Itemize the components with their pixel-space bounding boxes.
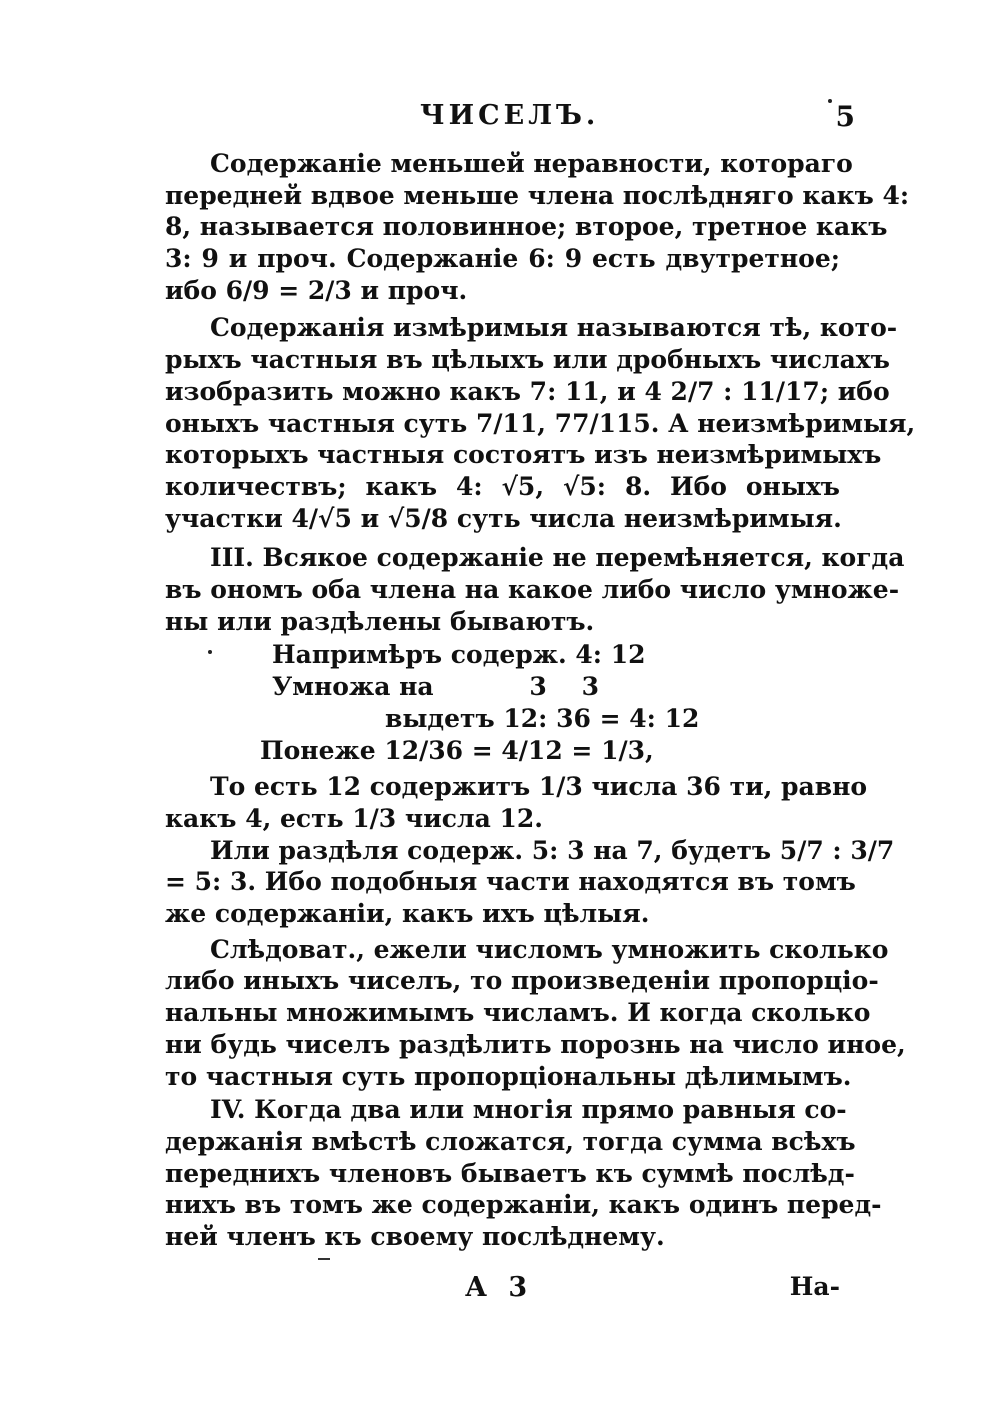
text-line: ибо 6/9 = 2/3 и проч. (165, 275, 468, 305)
page-body (165, 148, 916, 1253)
paragraph-ratio-definition (165, 148, 910, 306)
paragraph-section-iii (165, 542, 905, 637)
paragraph-division (165, 835, 895, 930)
ink-speck (208, 650, 212, 654)
page-number: 5 (835, 100, 855, 133)
ink-mark (318, 1258, 330, 1260)
text-line: нальны множимымъ числамъ. И когда сколько (165, 998, 871, 1028)
text-line: Или раздѣля содерж. 5: 3 на 7, будетъ 5/7 : 3/7 (210, 835, 895, 865)
paragraph-measurable-ratios (165, 312, 916, 534)
text-line: 3: 9 и проч. Содержаніе 6: 9 есть двутретное; (165, 244, 840, 274)
text-line: ни будь чиселъ раздѣлить порознь на число иное, (165, 1029, 906, 1059)
text-line: нихъ въ томъ же содержаніи, какъ одинъ перед- (165, 1190, 882, 1220)
text-line: Содержаніе меньшей неравности, котораго (210, 149, 853, 178)
text-line: передней вдвое меньше члена послѣдняго какъ 4: (165, 180, 910, 210)
text-line: IV. Когда два или многія прямо равныя со- (210, 1095, 847, 1125)
text-line: изобразить можно какъ 7: 11, и 4 2/7 : 11/17; ибо (165, 376, 890, 406)
text-line: же содержаніи, какъ ихъ цѣлыя. (165, 899, 650, 929)
text-line: Слѣдоват., ежели числомъ умножить сколько (210, 934, 889, 964)
text-line: какъ 4, есть 1/3 числа 12. (165, 804, 543, 833)
text-line: держанія вмѣстѣ сложатся, тогда сумма всѣхъ (165, 1126, 856, 1156)
text-line: количествъ; какъ 4: √5, √5: 8. Ибо оныхъ (165, 471, 840, 501)
text-line: въ ономъ оба члена на какое либо число умноже- (165, 574, 900, 604)
text-line: переднихъ членовъ бываетъ къ суммѣ послѣд- (165, 1158, 855, 1188)
page-header (165, 100, 855, 140)
example-line: Умножа на 3 3 (272, 672, 599, 702)
page-footer (165, 1272, 840, 1312)
text-line: участки 4/√5 и √5/8 суть числа неизмѣримыя. (165, 503, 842, 533)
catchword: На- (789, 1272, 840, 1301)
text-line: либо иныхъ чиселъ, то произведеніи пропорціо- (165, 966, 879, 996)
text-line: То есть 12 содержитъ 1/3 числа 36 ти, равно (210, 772, 868, 802)
worked-example (165, 639, 840, 767)
running-title: ЧИСЕЛЪ. (420, 100, 600, 131)
paragraph-section-iv (165, 1094, 882, 1252)
text-line: = 5: 3. Ибо подобныя части находятся въ томъ (165, 867, 856, 897)
text-line: III. Всякое содержаніе не перемѣняется, когда (210, 543, 905, 573)
example-line: Напримѣръ содерж. 4: 12 (272, 640, 646, 670)
ink-speck (828, 99, 832, 103)
text-line: 8, называется половинное; второе, третное какъ (165, 212, 888, 242)
text-line: которыхъ частныя состоятъ изъ неизмѣримыхъ (165, 440, 882, 470)
signature-mark: А 3 (465, 1272, 534, 1303)
text-line: Содержанія измѣримыя называются тѣ, кото- (210, 313, 898, 343)
example-line: выдетъ 12: 36 = 4: 12 (385, 704, 700, 734)
paragraph-consequently (165, 934, 906, 1092)
example-line: Понеже 12/36 = 4/12 = 1/3, (260, 736, 654, 766)
text-line: ны или раздѣлены бываютъ. (165, 606, 595, 636)
text-line: рыхъ частныя въ цѣлыхъ или дробныхъ числахъ (165, 345, 890, 375)
text-line: оныхъ частныя суть 7/11, 77/115. А неизмѣримыя, (165, 408, 916, 438)
text-line: то частныя суть пропорціональны дѣлимымъ. (165, 1061, 852, 1091)
paragraph-that-is (165, 771, 868, 834)
text-line: ней членъ къ своему послѣднему. (165, 1221, 665, 1251)
